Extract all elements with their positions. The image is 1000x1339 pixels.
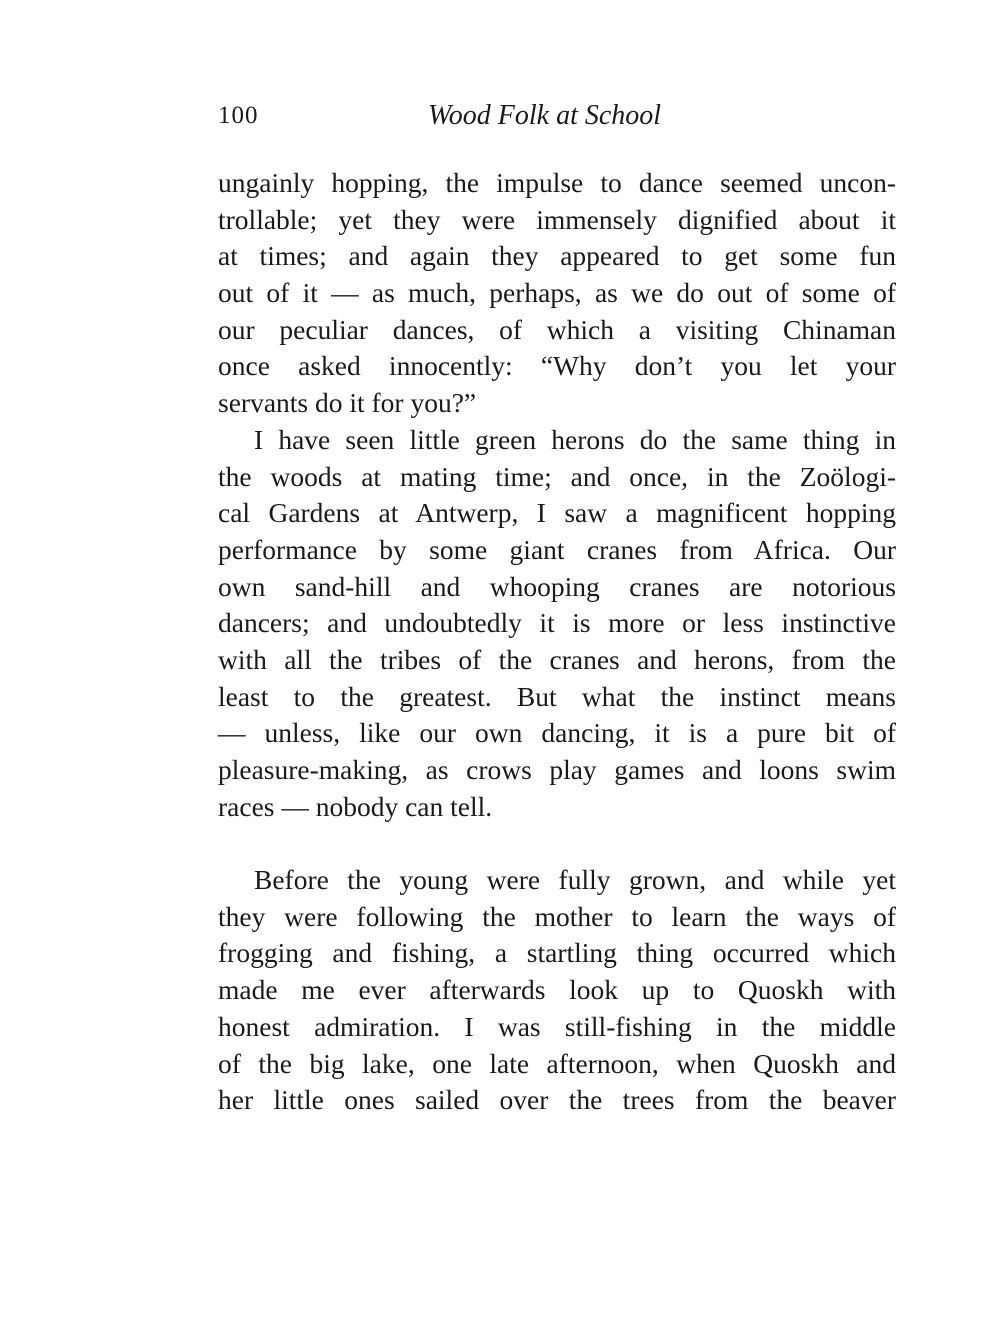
text-line: Before the young were fully grown, and while yet [254,864,896,896]
text-line: they were following the mother to learn the ways of [218,900,896,932]
text-line: her little ones sailed over the trees from the beaver [218,1084,896,1116]
text-line: performance by some giant cranes from Africa. Our [218,533,896,565]
text-line: out of it — as much, perhaps, as we do out of some of [218,277,896,309]
text-line: once asked innocently: “Why don’t you let your [218,350,896,382]
text-line: frogging and fishing, a startling thing occurred which [218,937,896,969]
text-line: races — nobody can tell. [218,790,493,822]
text-line: our peculiar dances, of which a visiting Chinaman [218,313,896,345]
text-line: of the big lake, one late afternoon, when Quoskh and [218,1047,896,1079]
paragraph-1 [218,165,896,422]
page-header [218,100,896,140]
text-line: pleasure-making, as crows play games and loons swim [218,754,896,785]
running-title: Wood Folk at School [428,100,662,131]
body-text [218,165,896,1119]
text-line: with all the tribes of the cranes and herons, from the [218,643,896,675]
text-line: honest admiration. I was still-fishing in the middle [218,1010,896,1042]
text-line: I have seen little green herons do the same thing in [254,423,896,455]
page-number: 100 [218,102,259,129]
text-line: at times; and again they appeared to get some fun [218,240,896,272]
text-line: trollable; yet they were immensely dignified about it [218,203,896,235]
text-line: ungainly hopping, the impulse to dance seemed uncon- [218,167,896,198]
text-line: cal Gardens at Antwerp, I saw a magnificent hopping [218,497,896,529]
paragraph-2 [218,422,896,826]
text-line: dancers; and undoubtedly it is more or less instinctive [218,607,896,639]
section-break [218,825,896,862]
text-line: — unless, like our own dancing, it is a pure bit of [218,717,896,749]
text-line: the woods at mating time; and once, in the Zoölogi- [218,460,896,492]
text-line: made me ever afterwards look up to Quoskh with [218,974,896,1006]
text-line: own sand-hill and whooping cranes are notorious [218,570,896,602]
text-line: least to the greatest. But what the instinct means [218,680,896,712]
text-line: servants do it for you?” [218,387,477,419]
paragraph-3 [218,862,896,1119]
